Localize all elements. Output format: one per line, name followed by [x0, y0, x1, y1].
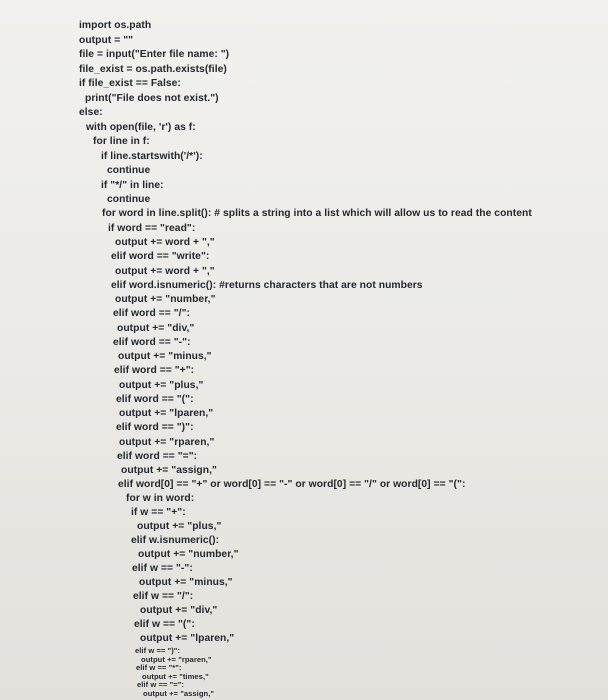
code-line: elif word == "write":: [111, 251, 210, 262]
code-line: elif word == "/":: [113, 308, 190, 319]
code-line: output += "times,": [142, 671, 209, 681]
code-line: with open(file, 'r') as f:: [86, 122, 196, 133]
code-line: if "*/" in line:: [101, 180, 164, 191]
code-line: file = input("Enter file name: "): [79, 49, 230, 60]
code-line: output += "plus,": [119, 380, 204, 391]
code-line: elif word == "=":: [117, 451, 198, 462]
code-line: output += "div,": [117, 323, 195, 334]
code-line: output += "number,": [115, 294, 216, 305]
code-line: elif w == "/":: [133, 591, 194, 602]
code-line: print("File does not exist."): [85, 93, 219, 104]
code-line: file_exist = os.path.exists(file): [79, 64, 227, 75]
code-line: elif word == ")":: [116, 422, 194, 433]
code-line: for word in line.split(): # splits a string into a list which will allow us to read the content: [102, 208, 532, 219]
code-line: output += "assign,": [143, 689, 215, 698]
code-line: for w in word:: [126, 493, 195, 504]
code-line: elif w.isnumeric():: [131, 535, 220, 546]
code-line: import os.path: [79, 20, 152, 31]
code-line: elif w == "=":: [137, 680, 184, 690]
code-line: if word == "read":: [108, 223, 196, 234]
code-line: output += "lparen,": [140, 633, 235, 644]
code-line: for line in f:: [93, 136, 150, 147]
code-line: output += "div,": [140, 605, 218, 616]
code-line: output += word + ",": [115, 266, 215, 277]
code-line: output += "lparen,": [119, 408, 214, 419]
code-line: if w == "+":: [131, 507, 186, 518]
code-line: output += "minus,": [139, 577, 233, 588]
code-line: elif w == "*":: [136, 663, 182, 673]
code-line: elif w == "-":: [132, 563, 193, 574]
code-line: output = "": [79, 35, 134, 46]
code-line: output += "number,": [138, 549, 239, 560]
code-line: elif word == "+":: [114, 365, 195, 376]
code-line: elif word == "(":: [116, 394, 194, 405]
code-line: elif word[0] == "+" or word[0] == "-" or word[0] == "/" or word[0] == "(":: [118, 479, 466, 490]
code-line: if file_exist == False:: [79, 78, 181, 89]
code-line: else:: [79, 107, 103, 118]
code-line: output += "assign,": [121, 465, 217, 476]
code-line: output += word + ",": [115, 237, 215, 248]
code-line: elif word.isnumeric(): #returns characters that are not numbers: [111, 280, 423, 291]
code-line: output += "minus,": [118, 351, 212, 362]
code-line: if line.startswith('/*'):: [101, 151, 203, 162]
code-line: continue: [107, 194, 151, 205]
code-line: continue: [107, 165, 151, 176]
code-line: output += "rparen,": [141, 654, 212, 664]
code-line: elif word == "-":: [113, 337, 191, 348]
code-line: elif w == ")":: [135, 646, 181, 655]
code-line: output += "rparen,": [119, 437, 215, 448]
code-line: output += "plus,": [137, 521, 222, 532]
code-line: elif w == "(":: [134, 619, 195, 630]
